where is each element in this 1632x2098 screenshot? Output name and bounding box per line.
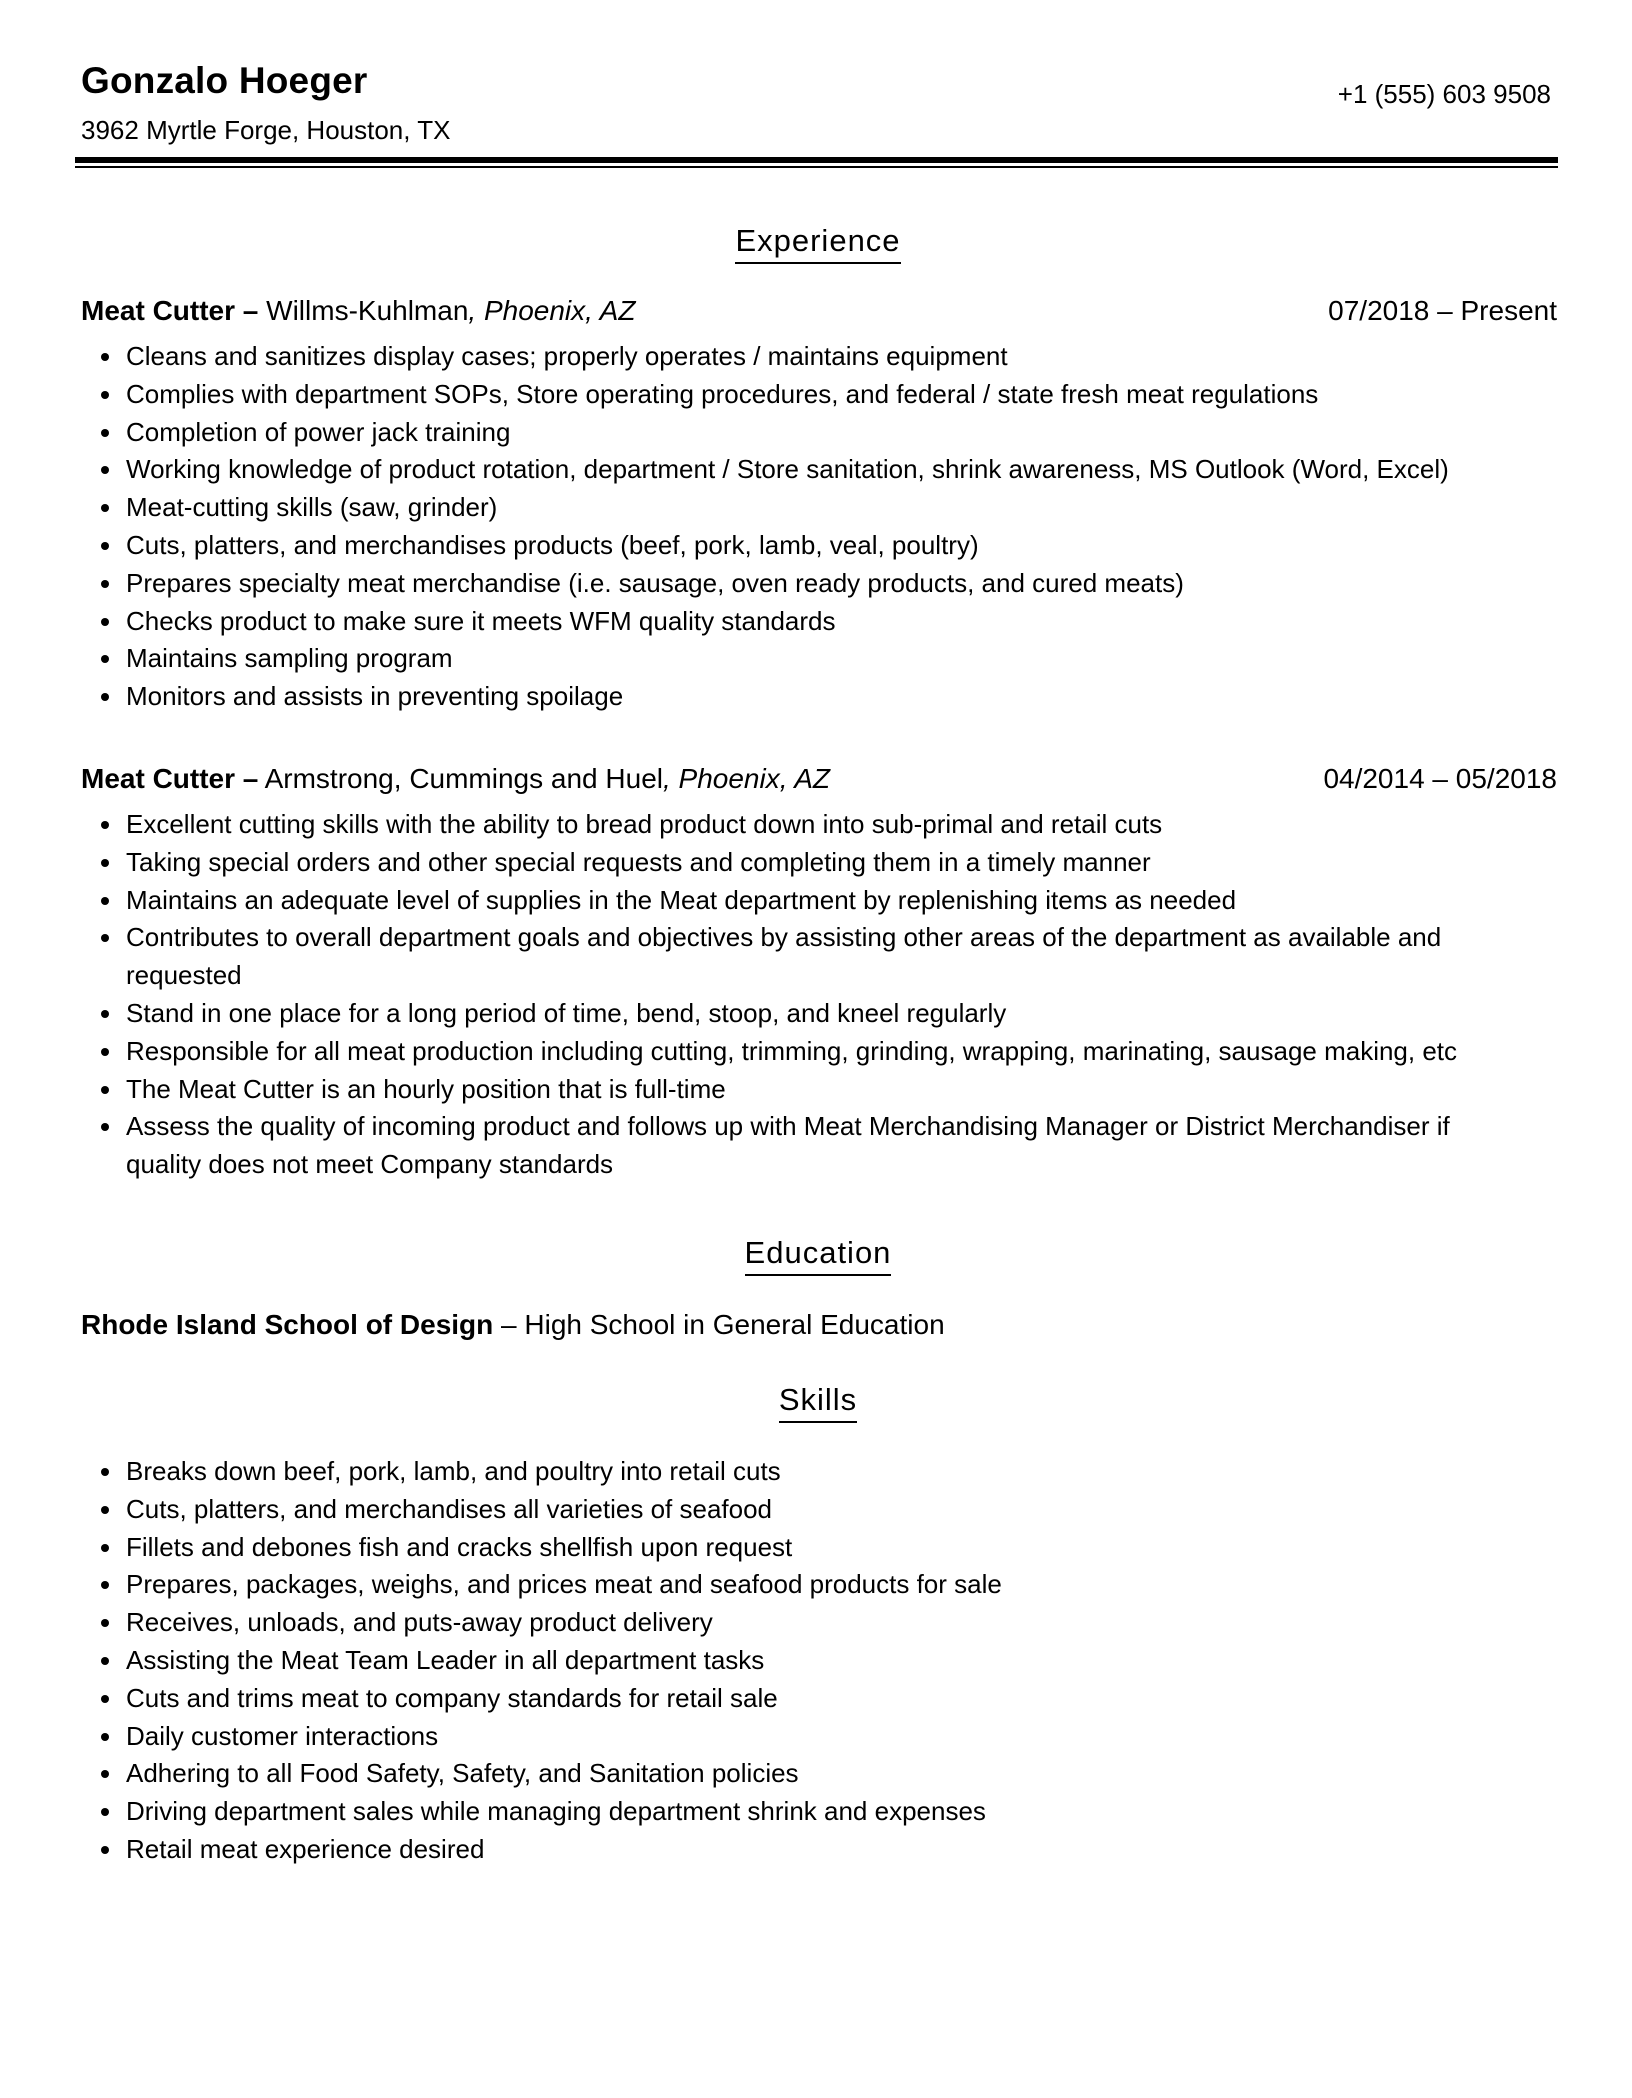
education-degree: – High School in General Education (493, 1309, 945, 1340)
skills-list (81, 1453, 1531, 1869)
job-2-dates: 04/2014 – 05/2018 (1323, 763, 1557, 794)
job-header-2 (81, 763, 1557, 795)
header-divider-thick (75, 157, 1558, 163)
experience-heading-text: Experience (735, 222, 900, 264)
list-item: Contributes to overall department goals and objectives by assisting other areas of the department as available and requested (81, 919, 1531, 995)
skills-heading-text: Skills (779, 1381, 857, 1423)
list-item: Cuts and trims meat to company standards for retail sale (81, 1680, 1531, 1718)
list-item: Assisting the Meat Team Leader in all department tasks (81, 1642, 1531, 1680)
list-item: Maintains sampling program (81, 640, 1531, 678)
job-1-bullets (81, 338, 1531, 716)
list-item: Driving department sales while managing department shrink and expenses (81, 1793, 1531, 1831)
job-2-role: Meat Cutter – (81, 763, 259, 794)
list-item: Receives, unloads, and puts-away product delivery (81, 1604, 1531, 1642)
job-1-location: , Phoenix, AZ (468, 295, 636, 326)
list-item: Cuts, platters, and merchandises all varieties of seafood (81, 1491, 1531, 1529)
job-2-company: Armstrong, Cummings and Huel (264, 763, 663, 794)
list-item: Daily customer interactions (81, 1718, 1531, 1756)
list-item: Cuts, platters, and merchandises products (beef, pork, lamb, veal, poultry) (81, 527, 1531, 565)
education-school: Rhode Island School of Design (81, 1309, 494, 1340)
list-item: Assess the quality of incoming product and follows up with Meat Merchandising Manager or District Merchandiser if quality does not meet Company standards (81, 1108, 1531, 1184)
skills-heading (81, 1381, 1555, 1423)
list-item: Prepares, packages, weighs, and prices meat and seafood products for sale (81, 1566, 1531, 1604)
list-item: Fillets and debones fish and cracks shellfish upon request (81, 1529, 1531, 1567)
list-item: Working knowledge of product rotation, department / Store sanitation, shrink awareness, MS Outlook (Word, Excel) (81, 451, 1531, 489)
education-entry (81, 1309, 945, 1341)
list-item: Maintains an adequate level of supplies in the Meat department by replenishing items as needed (81, 882, 1531, 920)
candidate-address: 3962 Myrtle Forge, Houston, TX (81, 115, 451, 145)
header-divider-thin (75, 166, 1558, 168)
list-item: Checks product to make sure it meets WFM quality standards (81, 603, 1531, 641)
list-item: Meat-cutting skills (saw, grinder) (81, 489, 1531, 527)
job-header-1 (81, 295, 1557, 327)
list-item: Prepares specialty meat merchandise (i.e. sausage, oven ready products, and cured meats) (81, 565, 1531, 603)
list-item: Adhering to all Food Safety, Safety, and Sanitation policies (81, 1755, 1531, 1793)
list-item: Completion of power jack training (81, 414, 1531, 452)
education-heading-text: Education (745, 1234, 892, 1276)
list-item: Breaks down beef, pork, lamb, and poultry into retail cuts (81, 1453, 1531, 1491)
list-item: Complies with department SOPs, Store operating procedures, and federal / state fresh meat regulations (81, 376, 1531, 414)
job-1-dates: 07/2018 – Present (1328, 295, 1557, 326)
list-item: Excellent cutting skills with the ability to bread product down into sub-primal and retail cuts (81, 806, 1531, 844)
list-item: Monitors and assists in preventing spoilage (81, 678, 1531, 716)
list-item: The Meat Cutter is an hourly position that is full-time (81, 1071, 1531, 1109)
list-item: Retail meat experience desired (81, 1831, 1531, 1869)
list-item: Taking special orders and other special requests and completing them in a timely manner (81, 844, 1531, 882)
job-2-bullets (81, 806, 1531, 1184)
resume-page (81, 0, 1555, 2098)
experience-heading (81, 222, 1555, 264)
job-1-company: Willms-Kuhlman (266, 295, 469, 326)
list-item: Cleans and sanitizes display cases; properly operates / maintains equipment (81, 338, 1531, 376)
list-item: Responsible for all meat production including cutting, trimming, grinding, wrapping, marinating, sausage making, etc (81, 1033, 1531, 1071)
candidate-phone: +1 (555) 603 9508 (1337, 79, 1551, 109)
job-2-location: , Phoenix, AZ (662, 763, 831, 794)
candidate-name: Gonzalo Hoeger (81, 60, 368, 101)
list-item: Stand in one place for a long period of time, bend, stoop, and kneel regularly (81, 995, 1531, 1033)
job-1-role: Meat Cutter – (81, 295, 259, 326)
education-heading (81, 1234, 1555, 1276)
